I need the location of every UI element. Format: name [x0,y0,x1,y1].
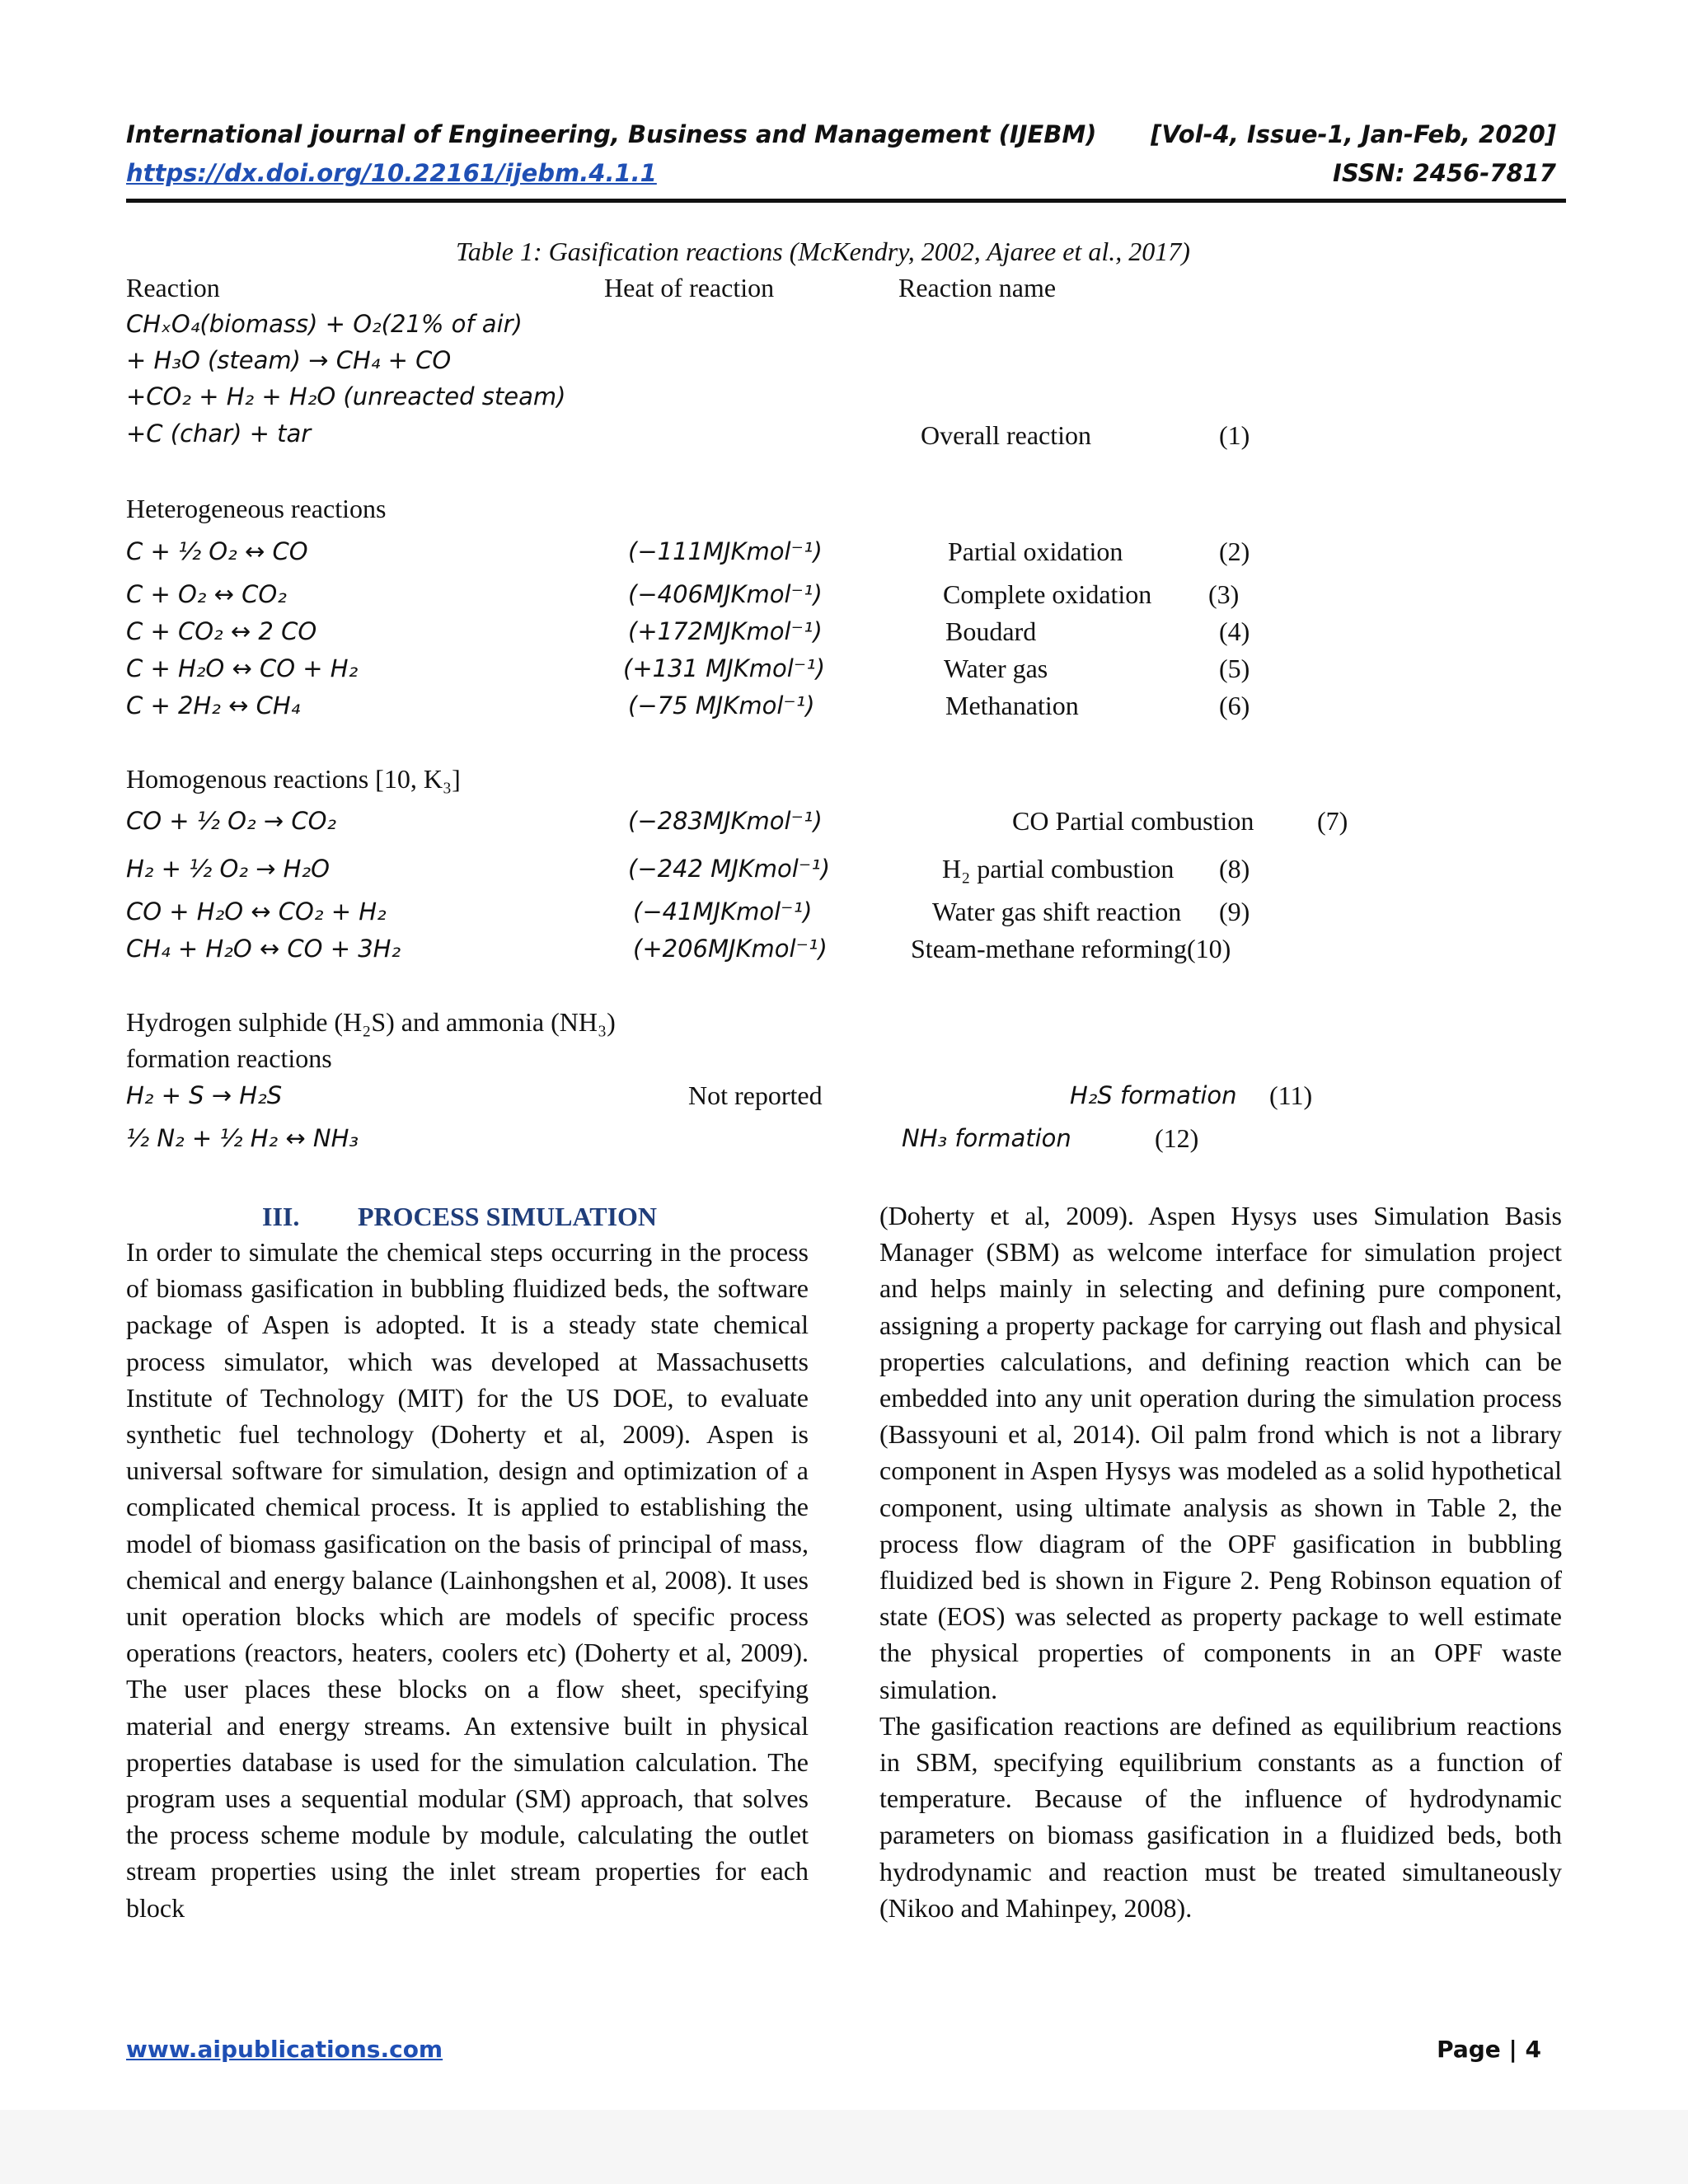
homo-num-7: (7) [1317,806,1348,836]
h2s-heading-line-2: formation reactions [126,1043,332,1073]
right-paragraph-2: The gasification reactions are defined as equilibrium reactions in SBM, specifying equilibrium constants as a function of temperature. Because of the influence of hydrodynamic parameters on biomass gasification in a fluidized beds, both hydrodynamic and reaction must be treated simultaneously (Nikoo and Mahinpey, 2008). [879,1710,1562,1923]
doi-line [126,159,657,187]
homo-heat-9: (−41MJKmol⁻¹) [633,898,813,926]
h2s-heat-11: Not reported [688,1080,823,1110]
homo-heat-10: (+206MJKmol⁻¹) [633,935,828,963]
hetero-name-6: Methanation [945,691,1079,720]
hetero-eq-5: C + H₂O ↔ CO + H₂ [126,654,359,682]
hetero-heat-5: (+131 MJKmol⁻¹) [623,654,826,682]
h2s-heading-line-1: Hydrogen sulphide (H₂S) and ammonia (NH₃) [126,1007,616,1037]
hetero-heat-4: (+172MJKmol⁻¹) [628,617,823,645]
table-caption: Table 1: Gasification reactions (McKendry, 2002, Ajaree et al., 2017) [456,237,1190,266]
footer-website-line [126,2036,443,2063]
nh3-eq-12: ½ N₂ + ½ H₂ ↔ NH₃ [126,1124,359,1152]
homo-eq-9: CO + H₂O ↔ CO₂ + H₂ [126,898,387,926]
section-number: III. [262,1202,300,1231]
homo-heat-7: (−283MJKmol⁻¹) [628,807,823,835]
doi-link[interactable]: https://dx.doi.org/10.22161/ijebm.4.1.1 [126,159,657,187]
journal-title: International journal of Engineering, Business and Management (IJEBM) [126,120,1097,148]
left-paragraph: In order to simulate the chemical steps occurring in the process of biomass gasification in bubbling fluidized beds, the software package of Aspen is adopted. It is a steady state chemical process simulator, which was developed at Massachusetts Institute of Technology (MIT) for the US DOE, to evaluate synthetic fuel technology (Doherty et al, 2009). Aspen is universal software for simulation, design and optimization of a complicated chemical process. It is applied to establishing the model of biomass gasification on the basis of principal of mass, chemical and energy balance (Lainhongshen et al, 2008). It uses unit operation blocks which are models of specific process operations (reactors, heaters, coolers etc) (Doherty et al, 2009). The user places these blocks on a flow sheet, specifying material and energy streams. An extensive built in physical properties database is used for the simulation calculation. The program uses a sequential modular (SM) approach, that solves the process scheme module by module, calculating the outlet stream properties using the inlet stream properties for each block [126,1237,809,1923]
column-header-name: Reaction name [898,273,1057,302]
section-title: PROCESS SIMULATION [358,1202,658,1231]
overall-eq-line-4: +C (char) + tar [126,419,312,448]
hetero-num-3: (3) [1208,579,1240,609]
hetero-num-4: (4) [1219,616,1250,646]
nh3-num-12: (12) [1155,1123,1199,1153]
homo-eq-10: CH₄ + H₂O ↔ CO + 3H₂ [126,935,401,963]
volume-info: [Vol-4, Issue-1, Jan-Feb, 2020] [1151,120,1556,148]
hetero-heat-2: (−111MJKmol⁻¹) [628,537,823,565]
hetero-name-5: Water gas [944,654,1048,683]
right-paragraph-1: (Doherty et al, 2009). Aspen Hysys uses Simulation Basis Manager (SBM) as welcome interface for simulation project and helps mainly in selecting and defining pure component, assigning a property package for carrying out flash and physical properties calculations, and defining reaction which can be embedded into any unit operation during the simulation process (Bassyouni et al, 2014). Oil palm frond which is not a library component in Aspen Hysys was modeled as a solid hypothetical component, using ultimate analysis as shown in Table 2, the process flow diagram of the OPF gasification in bubbling fluidized bed is shown in Figure 2. Peng Robinson equation of state (EOS) was selected as property package to well estimate the physical properties of components in an OPF waste simulation. [879,1201,1562,1704]
hetero-eq-6: C + 2H₂ ↔ CH₄ [126,691,301,719]
column-header-heat: Heat of reaction [604,273,775,302]
page-label: Page [1437,2036,1501,2063]
homo-eq-8: H₂ + ½ O₂ → H₂O [126,855,330,883]
homo-name-10: Steam-methane reforming(10) [911,934,1231,963]
homo-num-8: (8) [1219,854,1250,883]
page-indicator: Page | 4 [1437,2036,1541,2063]
website-link[interactable]: www.aipublications.com [126,2036,443,2063]
homo-name-7: CO Partial combustion [1012,806,1254,836]
right-column-text [879,1197,1562,1926]
footer-band [0,2110,1688,2184]
hetero-heat-6: (−75 MJKmol⁻¹) [628,691,815,719]
left-column-text [126,1234,809,1926]
hetero-heat-3: (−406MJKmol⁻¹) [628,580,823,608]
hetero-eq-2: C + ½ O₂ ↔ CO [126,537,308,565]
hetero-eq-3: C + O₂ ↔ CO₂ [126,580,287,608]
hetero-num-5: (5) [1219,654,1250,683]
homo-heat-8: (−242 MJKmol⁻¹) [628,855,831,883]
overall-reaction-number: (1) [1219,420,1250,450]
homo-name-9: Water gas shift reaction [932,897,1182,926]
hetero-num-2: (2) [1219,537,1250,566]
page-number: 4 [1525,2036,1541,2063]
heterogeneous-heading: Heterogeneous reactions [126,494,387,523]
overall-reaction-name: Overall reaction [921,420,1091,450]
homo-name-8: H₂ partial combustion [942,854,1175,883]
header-rule [126,199,1566,203]
hetero-name-3: Complete oxidation [943,579,1152,609]
homogenous-heading: Homogenous reactions [10, K₃] [126,764,461,794]
nh3-name-12: NH₃ formation [902,1124,1071,1152]
homo-num-9: (9) [1219,897,1250,926]
overall-eq-line-1: CHₓO₄(biomass) + O₂(21% of air) [126,310,523,338]
hetero-num-6: (6) [1219,691,1250,720]
issn: ISSN: 2456-7817 [1333,159,1556,187]
column-header-reaction: Reaction [126,273,220,302]
h2s-num-11: (11) [1269,1080,1313,1110]
overall-eq-line-2: + H₃O (steam) → CH₄ + CO [126,346,452,374]
h2s-eq-11: H₂ + S → H₂S [126,1081,283,1109]
h2s-name-11: H₂S formation [1070,1081,1237,1109]
hetero-name-2: Partial oxidation [948,537,1123,566]
overall-eq-line-3: +CO₂ + H₂ + H₂O (unreacted steam) [126,382,566,410]
hetero-eq-4: C + CO₂ ↔ 2 CO [126,617,317,645]
homo-eq-7: CO + ½ O₂ → CO₂ [126,807,337,835]
hetero-name-4: Boudard [945,616,1037,646]
